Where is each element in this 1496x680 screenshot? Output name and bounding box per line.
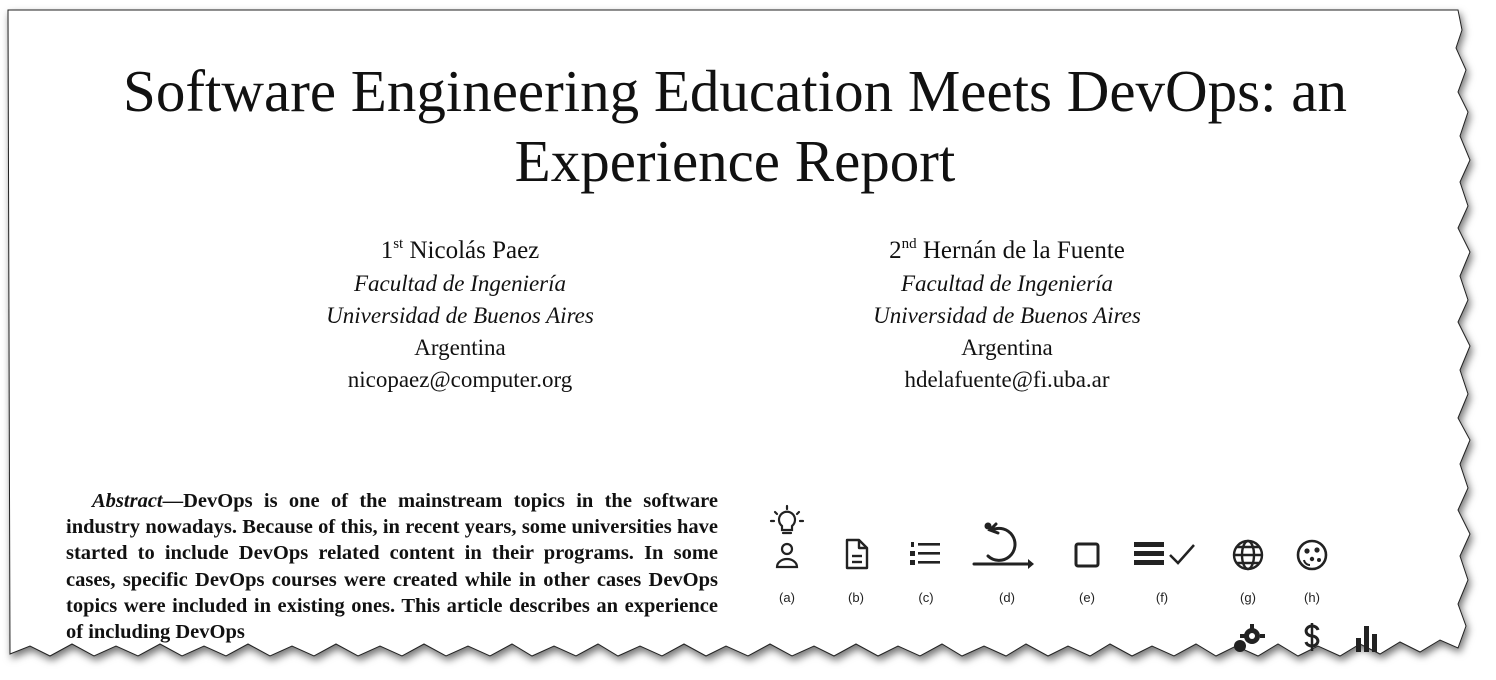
author-faculty: Facultad de Ingeniería — [900, 271, 1114, 296]
numbered-list-icon — [908, 540, 944, 568]
checklist-icon — [1132, 540, 1198, 568]
iteration-cycle-icon — [970, 516, 1036, 572]
caption-a: (a) — [779, 590, 795, 605]
gear-icon — [1230, 622, 1266, 652]
author-university: Universidad de Buenos Aires — [873, 303, 1141, 328]
caption-f: (f) — [1155, 590, 1169, 605]
globe-icon — [1231, 538, 1265, 572]
icon-figure — [760, 498, 1360, 668]
cookie-face-icon — [1295, 538, 1329, 572]
author-name: 2nd Hernán de la Fuente — [889, 236, 1125, 264]
author-email: nicopaez@computer.org — [347, 367, 573, 392]
caption-b: (b) — [848, 590, 864, 605]
author-email: hdelafuente@fi.uba.ar — [904, 367, 1110, 392]
author-country: Argentina — [961, 335, 1053, 360]
bar-chart-icon — [1354, 622, 1380, 652]
caption-d: (d) — [999, 590, 1015, 605]
square-icon — [1073, 541, 1101, 569]
abstract-text: —DevOps is one of the mainstream topics in the software industry nowadays. Because of this, in recent years, some universities have started to include DevOps related content in their programs. In some cases, specific DevOps courses were created while in other cases DevOps topics were included in existing ones. This article describes an experience of including DevOps — [66, 490, 718, 644]
author-block-1 — [250, 234, 670, 396]
idea-person-icon — [768, 504, 808, 574]
dollar-icon — [1300, 622, 1324, 652]
caption-h: (h) — [1304, 590, 1320, 605]
caption-c: (c) — [918, 590, 934, 605]
caption-g: (g) — [1240, 590, 1256, 605]
author-block-2 — [797, 234, 1217, 396]
caption-e: (e) — [1079, 590, 1095, 605]
author-country: Argentina — [414, 335, 506, 360]
paper-title: Software Engineering Education Meets DevOps: an Experience Report — [123, 58, 1347, 194]
document-icon — [844, 538, 870, 570]
abstract — [66, 488, 718, 645]
author-faculty: Facultad de Ingeniería — [353, 271, 567, 296]
author-university: Universidad de Buenos Aires — [326, 303, 594, 328]
abstract-label: Abstract — [92, 490, 163, 512]
author-name: 1st Nicolás Paez — [380, 236, 540, 264]
